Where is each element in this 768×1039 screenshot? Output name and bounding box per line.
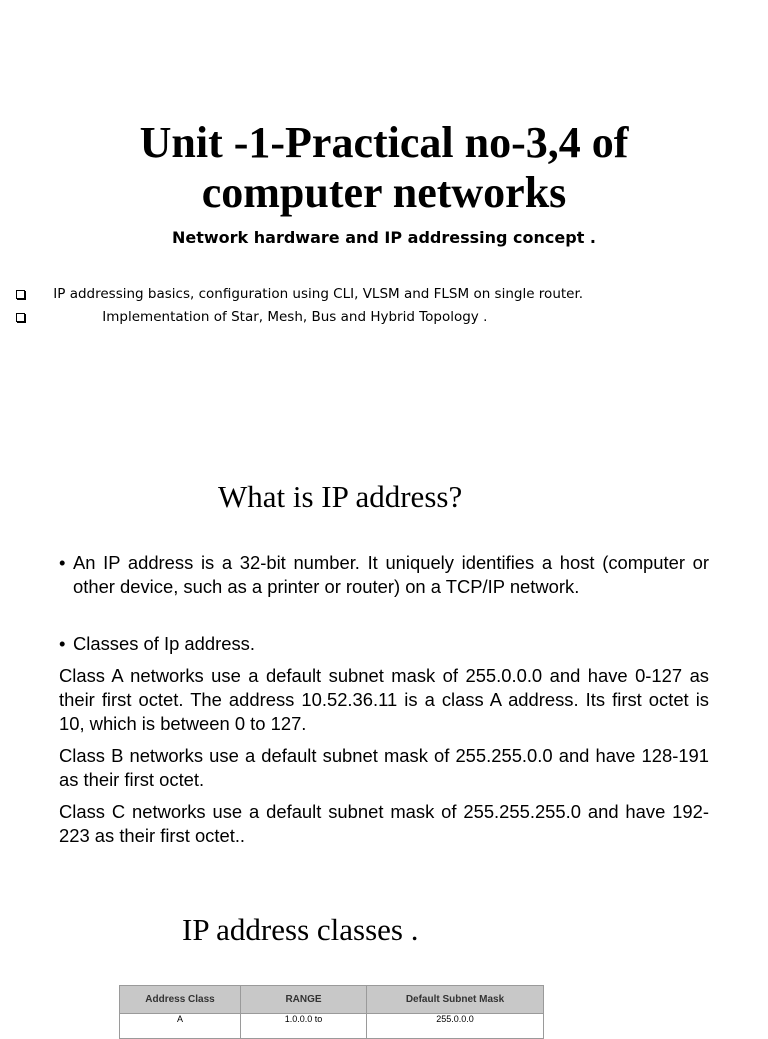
table-header: Default Subnet Mask: [367, 986, 544, 1014]
paragraph-class-b: Class B networks use a default subnet mask of 255.255.0.0 and have 128-191 as their first octet.: [59, 745, 709, 790]
list-item: [59, 551, 709, 599]
page-title-line1: Unit -1-Practical no-3,4 of: [139, 118, 629, 167]
table-header: RANGE: [241, 986, 367, 1014]
bullet-icon: •: [59, 633, 66, 654]
bullet-icon: •: [59, 552, 66, 573]
table-cell: A: [120, 1014, 241, 1039]
section-heading-classes: IP address classes .: [182, 912, 419, 947]
page-title-line2: computer networks: [201, 168, 567, 217]
checkbox-icon: [16, 313, 25, 322]
list-item: [59, 632, 709, 656]
list-item-text: An IP address is a 32-bit number. It uniquely identifies a host (computer or other device, such as a printer or router) on a TCP/IP network.: [73, 552, 709, 597]
page-subtitle: Network hardware and IP addressing concept .: [172, 228, 596, 247]
section-heading-ip: What is IP address?: [218, 479, 463, 514]
topic-item-text: IP addressing basics, configuration using CLI, VLSM and FLSM on single router.: [53, 286, 584, 302]
table-cell: 1.0.0.0 to: [241, 1014, 367, 1039]
topic-item-2: [16, 309, 487, 325]
table-cell: 255.0.0.0: [367, 1014, 544, 1039]
topic-item-1: [16, 286, 583, 302]
table-header: Address Class: [120, 986, 241, 1014]
list-item-text: Classes of Ip address.: [73, 633, 255, 654]
paragraph-class-a: Class A networks use a default subnet mask of 255.0.0.0 and have 0-127 as their first octet. The address 10.52.36.11 is a class A address. Its first octet is 10, which is between 0 to 127.: [59, 665, 709, 734]
table-header-row: [120, 986, 544, 1014]
ip-classes-table: [119, 985, 544, 1039]
paragraph-class-c: Class C networks use a default subnet mask of 255.255.255.0 and have 192-223 as their first octet..: [59, 801, 709, 846]
topic-item-text: Implementation of Star, Mesh, Bus and Hybrid Topology .: [102, 309, 488, 325]
table-row: [120, 1014, 544, 1039]
checkbox-icon: [16, 290, 25, 299]
